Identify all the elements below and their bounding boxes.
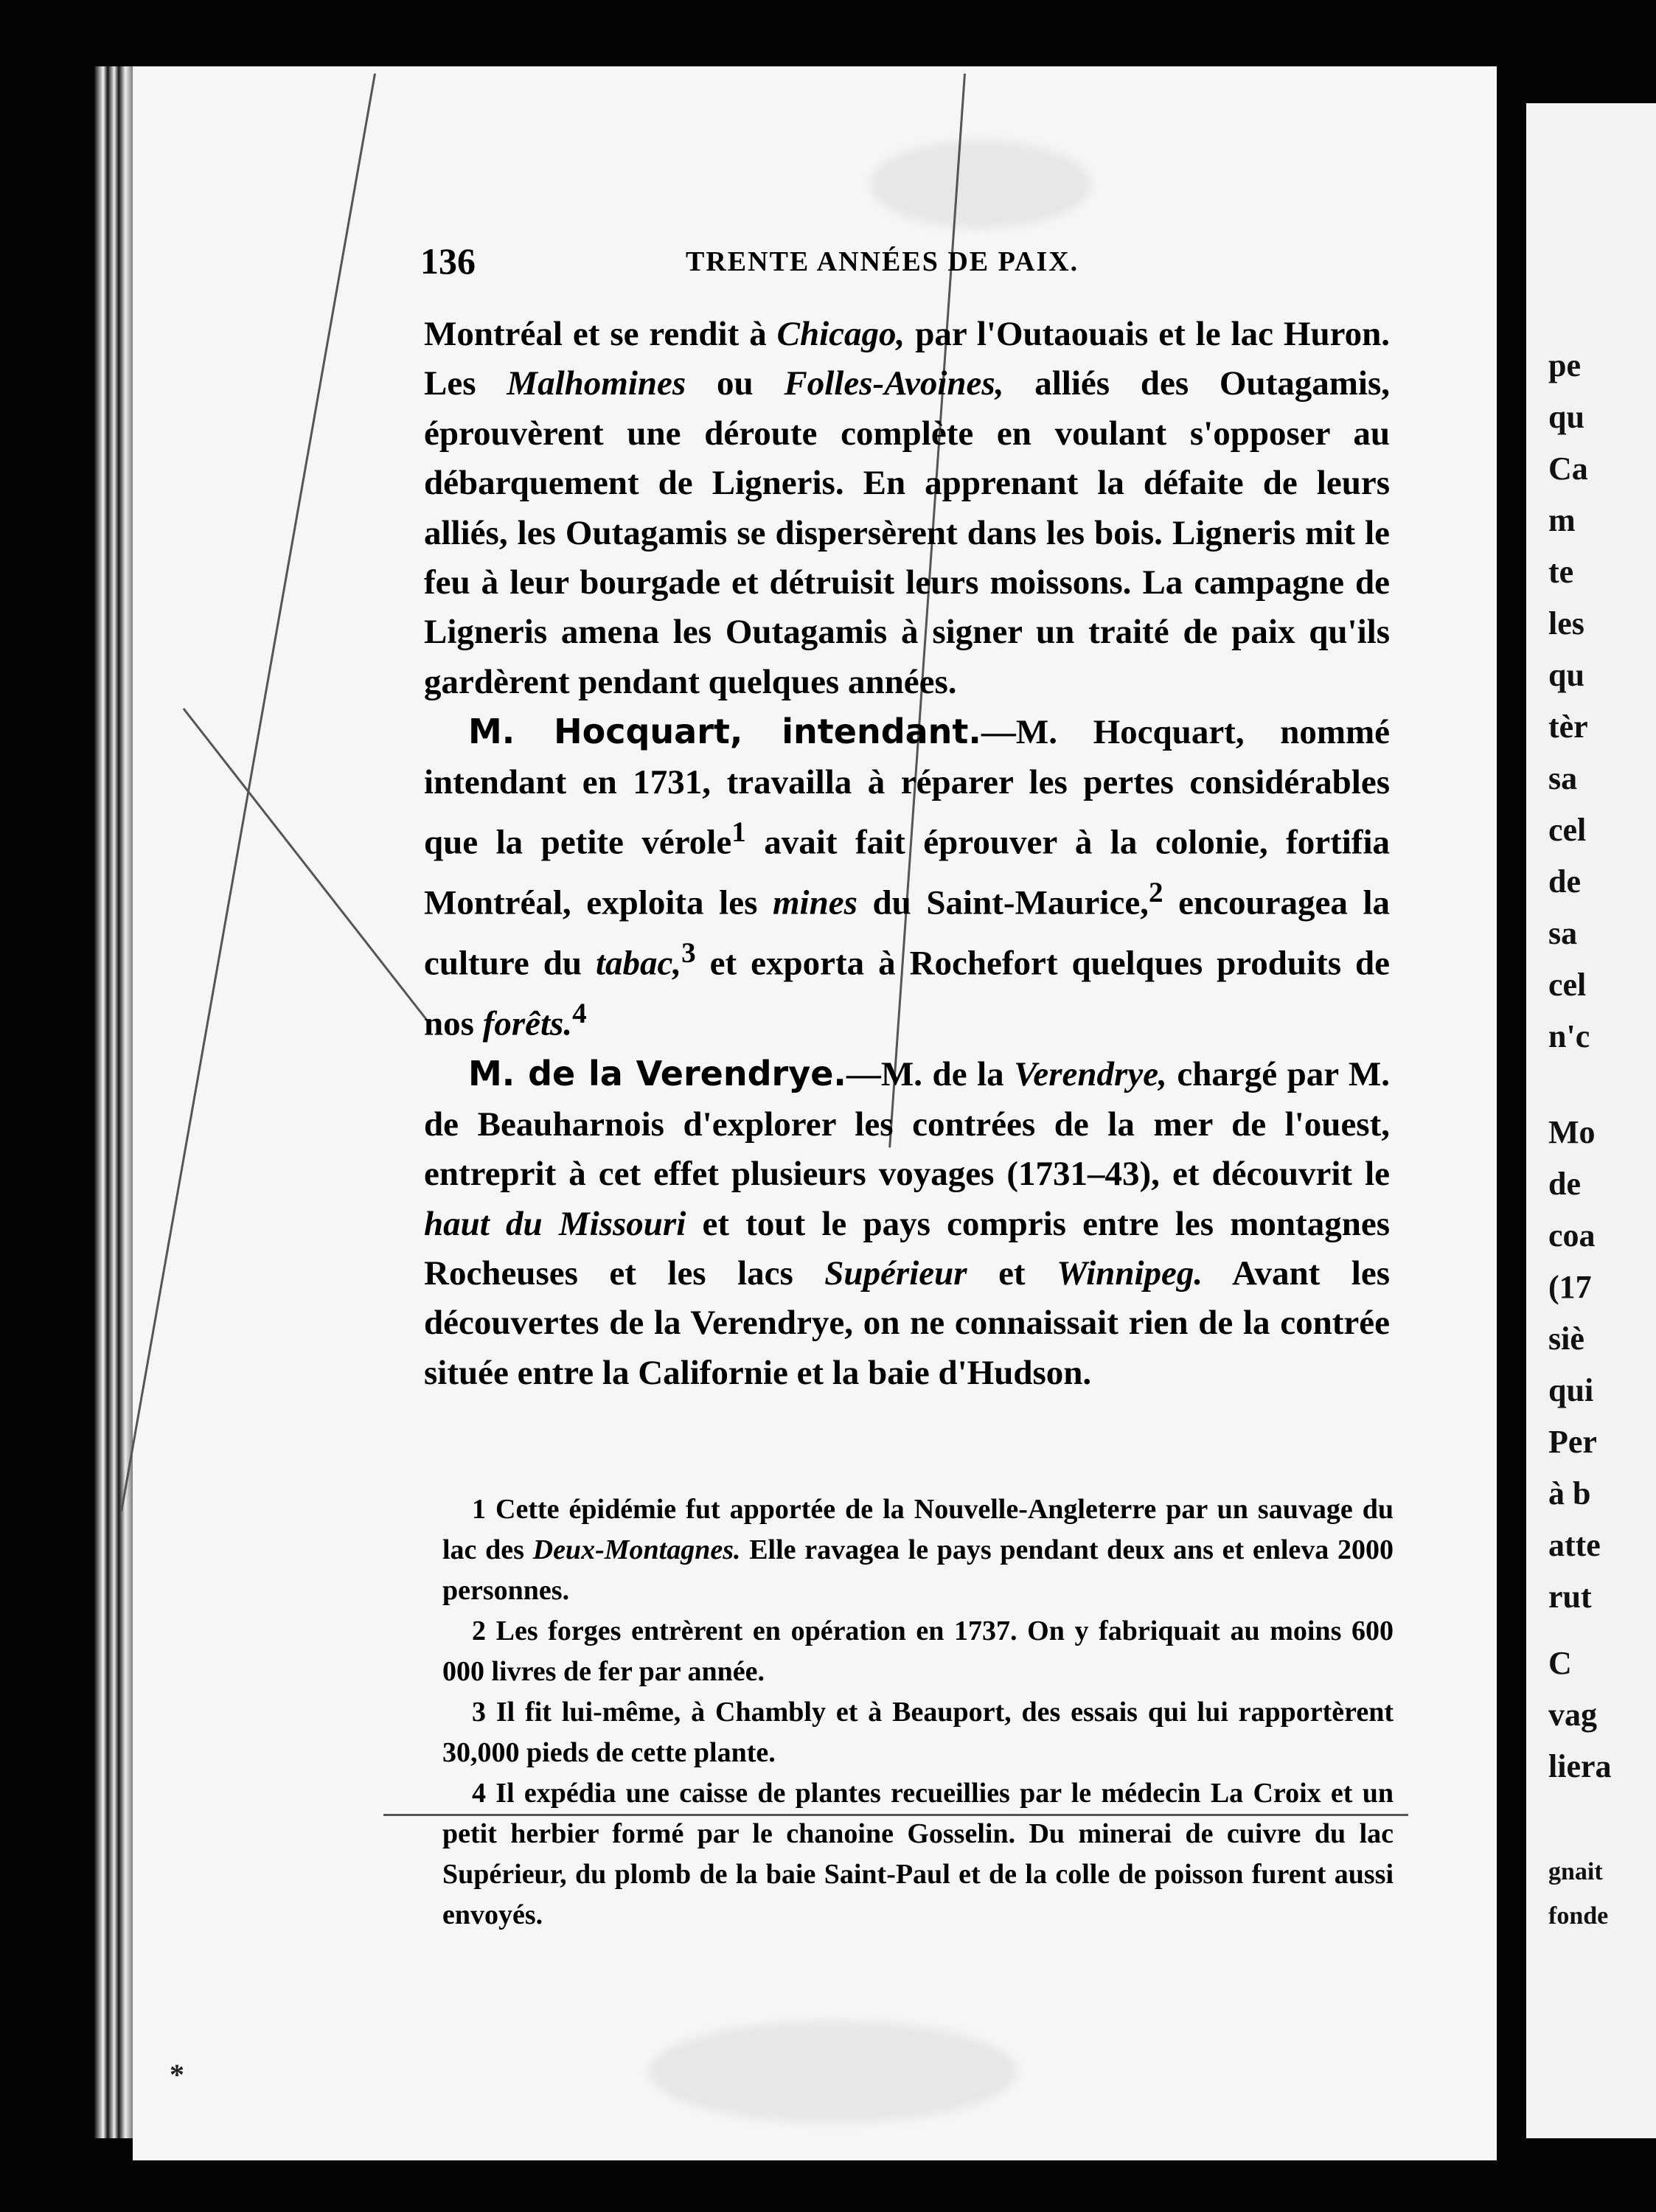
text-run: encouragea la culture du [424,883,1391,983]
paragraph-hocquart [424,707,1390,1049]
facing-text-fragment: (17 [1548,1269,1592,1305]
italic-run: tabac, [595,944,682,983]
italic-run: Chicago, [776,315,905,353]
facing-text-fragment: n'c [1548,1018,1590,1054]
facing-text-fragment: sa [1548,915,1578,951]
text-run: par l'Outaouais et le lac Huron. Les [424,315,1390,403]
italic-run: Deux-Montagnes. [532,1534,741,1565]
facing-text-fragment: liera [1548,1748,1612,1784]
paragraph-verendrye [424,1049,1390,1398]
footnote-number: 2 [472,1615,486,1646]
text-run: Elle ravagea le pays pendant deux ans et enleva 2000 personnes. [442,1534,1394,1606]
text-run: Cette épidémie fut apportée de la Nouvelle-Angleterre par un sauvage du lac des [442,1494,1394,1565]
italic-run: mines [772,883,857,922]
text-run: Avant les découvertes de la Verendrye, on ne connaissait rien de la contrée située entre la Californie et la baie d'Hudson. [424,1253,1390,1392]
text-run: alliés des Outagamis, éprouvèrent une déroute complète en voulant s'opposer au débarquement de Ligneris. En apprenant la défaite de leurs alliés, les Outagamis se dispersèrent dans les bois. Ligneris mit le feu à leur bourgade et détruisit leurs moissons. La campagne de Ligneris amena les Outagamis à signer un traité de paix qu'ils gardèrent pendant quelques années. [424,364,1391,701]
facing-text-fragment: te [1548,554,1574,590]
facing-text-fragment: Per [1548,1424,1597,1460]
page-header [420,240,1401,284]
text-run: Les forges entrèrent en opération en 1737. On y fabriquait au moins 600 000 livres de fer par année. [442,1615,1394,1687]
italic-run: Verendrye, [1014,1055,1167,1094]
facing-text-fragment: qu [1548,657,1584,693]
text-run: du Saint-Maurice, [857,883,1149,922]
facing-text-fragment: sa [1548,760,1578,796]
facing-text-fragment: cel [1548,812,1587,848]
running-title: TRENTE ANNÉES DE PAIX. [686,246,1079,277]
section-heading-hocquart: M. Hocquart, intendant. [468,712,981,752]
section-heading-verendrye: M. de la Verendrye. [468,1054,846,1094]
footnote-4 [442,1773,1394,1935]
facing-text-fragment: C [1548,1645,1572,1681]
text-run: —M. de la [846,1055,1015,1094]
footnote-ref: 1 [731,816,746,849]
facing-text-fragment: coa [1548,1217,1596,1253]
text-run: avait fait éprouver à la colonie, fortifia Montréal, exploita les [424,823,1390,922]
facing-text-fragment: tèr [1548,709,1588,745]
footnote-3 [442,1692,1394,1773]
italic-run: Winnipeg. [1057,1253,1203,1293]
main-text [424,310,1390,1398]
facing-text-fragment: atte [1548,1527,1601,1563]
facing-text-fragment: fonde [1548,1902,1609,1930]
footnote-number: 3 [472,1697,486,1728]
facing-text-fragment: m [1548,502,1576,538]
facing-text-fragment: de [1548,863,1581,900]
facing-text-fragment: siè [1548,1321,1584,1357]
text-run: et exporta à Rochefort quelques produits de nos [424,944,1391,1043]
text-run: ou [686,364,784,403]
text-run: Il expédia une caisse de plantes recueillies par le médecin La Croix et un petit herbier formé par le chanoine Gosselin. Du minerai de cuivre du lac Supérieur, du plomb de la baie Saint-Paul et de la colle de poisson furent aussi envoyés. [442,1778,1394,1930]
footnote-number: 1 [472,1494,486,1525]
book-binding-edge [94,66,139,2138]
footnote-ref: 3 [681,937,696,970]
facing-text-fragment: qu [1548,399,1584,435]
footnotes [442,1489,1394,1935]
italic-run: haut du Missouri [424,1204,686,1243]
paragraph-chicago [424,310,1390,707]
page-number: 136 [420,240,476,282]
footnote-2 [442,1611,1394,1692]
facing-text-fragment: Ca [1548,451,1588,487]
italic-run: Malhomines [507,364,686,403]
footnote-ref: 4 [572,998,587,1030]
facing-text-fragment: pe [1548,347,1581,383]
paper-stain [649,2020,1017,2124]
text-run: Il fit lui-même, à Chambly et à Beauport, des essais qui lui rapportèrent 30,000 pieds de cette plante. [442,1697,1394,1768]
paper-stain [870,140,1091,229]
text-run: —M. Hocquart, nommé intendant en 1731, travailla à réparer les pertes considérables que la petite vérole [424,713,1390,862]
facing-text-fragment: qui [1548,1372,1594,1408]
facing-text-fragment: cel [1548,967,1587,1003]
footnote-1 [442,1489,1394,1611]
facing-text-fragment: Mo [1548,1114,1596,1150]
italic-run: Folles-Avoines, [784,364,1004,403]
ink-speck: * [170,2058,184,2091]
text-run: et [967,1253,1057,1293]
facing-text-fragment: à b [1548,1475,1591,1512]
facing-text-fragment: rut [1548,1579,1592,1615]
footnote-ref: 2 [1148,877,1163,909]
facing-text-fragment: gnait [1548,1858,1603,1885]
italic-run: forêts. [482,1004,573,1043]
facing-text-fragment: vag [1548,1697,1597,1733]
text-run: et tout le pays compris entre les montagnes Rocheuses et les lacs [424,1204,1390,1293]
italic-run: Supérieur [824,1253,967,1293]
text-run: Montréal et se rendit à [424,315,777,353]
facing-text-fragment: les [1548,605,1584,641]
facing-text-fragment: de [1548,1166,1581,1202]
facing-page-edge [1526,103,1656,2138]
footnote-number: 4 [472,1778,486,1809]
text-run: chargé par M. de Beauharnois d'explorer les contrées de la mer de l'ouest, entreprit à cet effet plusieurs voyages (1731–43), et découvrit le [424,1055,1390,1194]
